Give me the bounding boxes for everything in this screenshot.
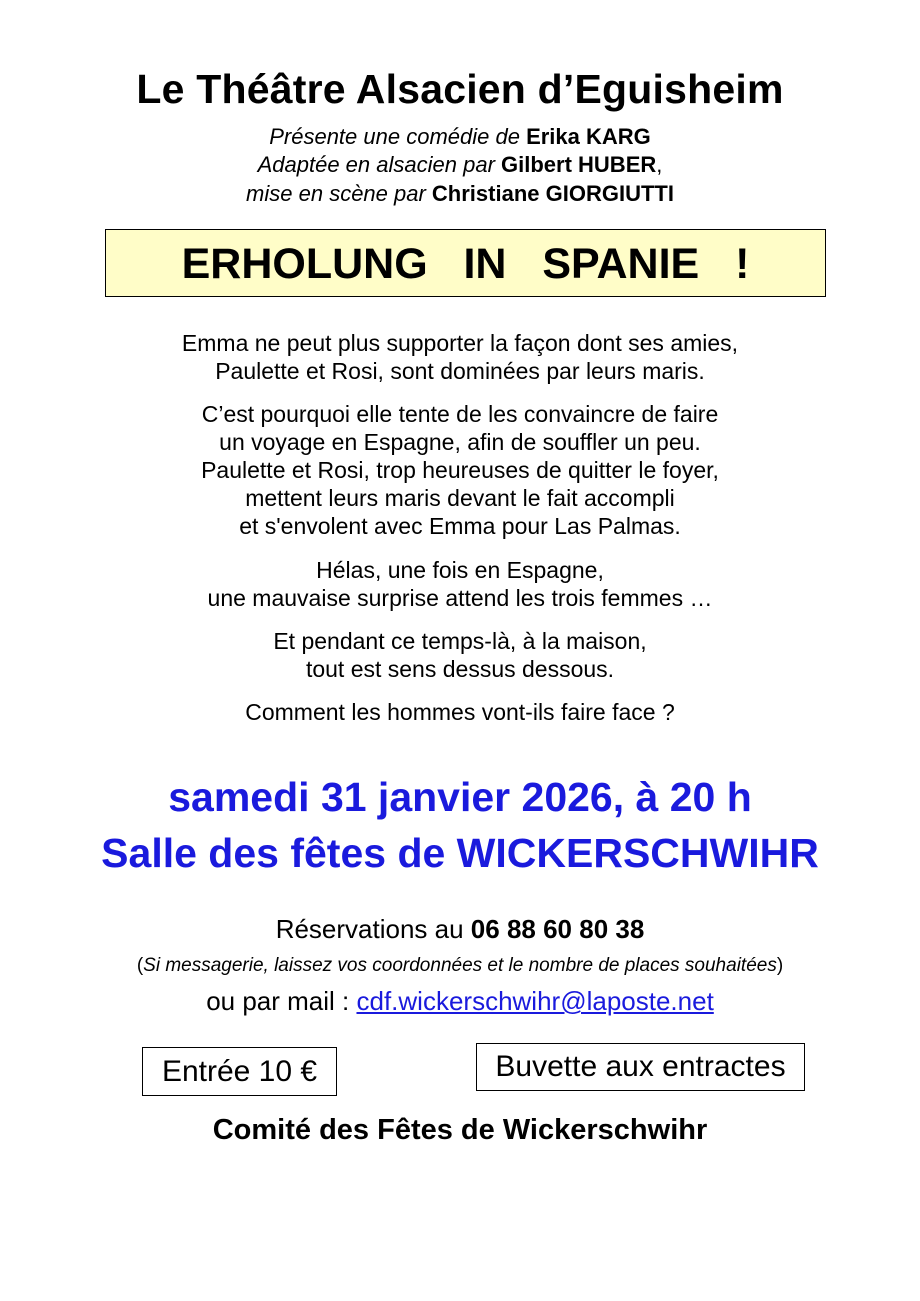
synopsis-line: un voyage en Espagne, afin de souffler un peu. bbox=[219, 429, 701, 455]
synopsis-line: mettent leurs maris devant le fait accompli bbox=[245, 485, 675, 511]
synopsis-line: tout est sens dessus dessous. bbox=[305, 656, 615, 682]
synopsis-paragraph-1 bbox=[0, 329, 920, 385]
synopsis-line: Emma ne peut plus supporter la façon dont ses amies, bbox=[181, 330, 739, 356]
phone-number: 06 88 60 80 38 bbox=[470, 914, 645, 944]
theatre-title: Le Théâtre Alsacien d’Eguisheim bbox=[136, 66, 784, 112]
voicemail-note bbox=[0, 955, 920, 977]
note-open-paren: ( bbox=[136, 955, 144, 976]
reservation-prefix: Réservations au bbox=[275, 914, 471, 944]
synopsis-line: C’est pourquoi elle tente de les convaincre de faire bbox=[201, 401, 719, 427]
credit-adapter-prefix: Adaptée en alsacien par bbox=[257, 152, 502, 177]
synopsis-paragraph-3 bbox=[0, 556, 920, 612]
email-link[interactable]: cdf.wickerschwihr@laposte.net bbox=[356, 986, 714, 1016]
credit-director-prefix: mise en scène par bbox=[246, 181, 432, 206]
reservation-phone-line bbox=[0, 914, 920, 945]
event-venue: Salle des fêtes de WICKERSCHWIHR bbox=[101, 830, 819, 876]
entry-price-box: Entrée 10 € bbox=[142, 1047, 337, 1096]
credit-adapter bbox=[0, 152, 920, 178]
author-name: Erika KARG bbox=[526, 124, 651, 149]
synopsis-paragraph-5 bbox=[0, 698, 920, 726]
adapter-name: Gilbert HUBER bbox=[501, 152, 657, 177]
synopsis-line: Hélas, une fois en Espagne, bbox=[316, 557, 604, 583]
synopsis-line: Paulette et Rosi, sont dominées par leurs maris. bbox=[215, 358, 705, 384]
synopsis-paragraph-4 bbox=[0, 627, 920, 683]
synopsis-line: et s'envolent avec Emma pour Las Palmas. bbox=[239, 513, 681, 539]
bar-info-box: Buvette aux entractes bbox=[476, 1043, 805, 1091]
synopsis-paragraph-2 bbox=[0, 400, 920, 540]
reservation-mail-line bbox=[0, 986, 920, 1017]
credit-adapter-suffix: , bbox=[656, 152, 663, 177]
synopsis-line: Comment les hommes vont-ils faire face ? bbox=[245, 699, 675, 725]
organizer-name: Comité des Fêtes de Wickerschwihr bbox=[212, 1114, 708, 1146]
credit-author-prefix: Présente une comédie de bbox=[269, 124, 527, 149]
synopsis-line: Et pendant ce temps-là, à la maison, bbox=[273, 628, 647, 654]
synopsis-line: une mauvaise surprise attend les trois femmes … bbox=[207, 585, 713, 611]
synopsis-line: Paulette et Rosi, trop heureuses de quitter le foyer, bbox=[201, 457, 719, 483]
note-close-paren: ) bbox=[776, 955, 784, 976]
director-name: Christiane GIORGIUTTI bbox=[431, 181, 674, 206]
mail-prefix: ou par mail : bbox=[206, 986, 357, 1016]
note-text: Si messagerie, laissez vos coordonnées et le nombre de places souhaitées bbox=[143, 955, 777, 976]
credit-author bbox=[0, 124, 920, 150]
event-date: samedi 31 janvier 2026, à 20 h bbox=[168, 774, 752, 820]
play-title-box: ERHOLUNG IN SPANIE ! bbox=[105, 229, 826, 297]
credit-director bbox=[0, 181, 920, 207]
